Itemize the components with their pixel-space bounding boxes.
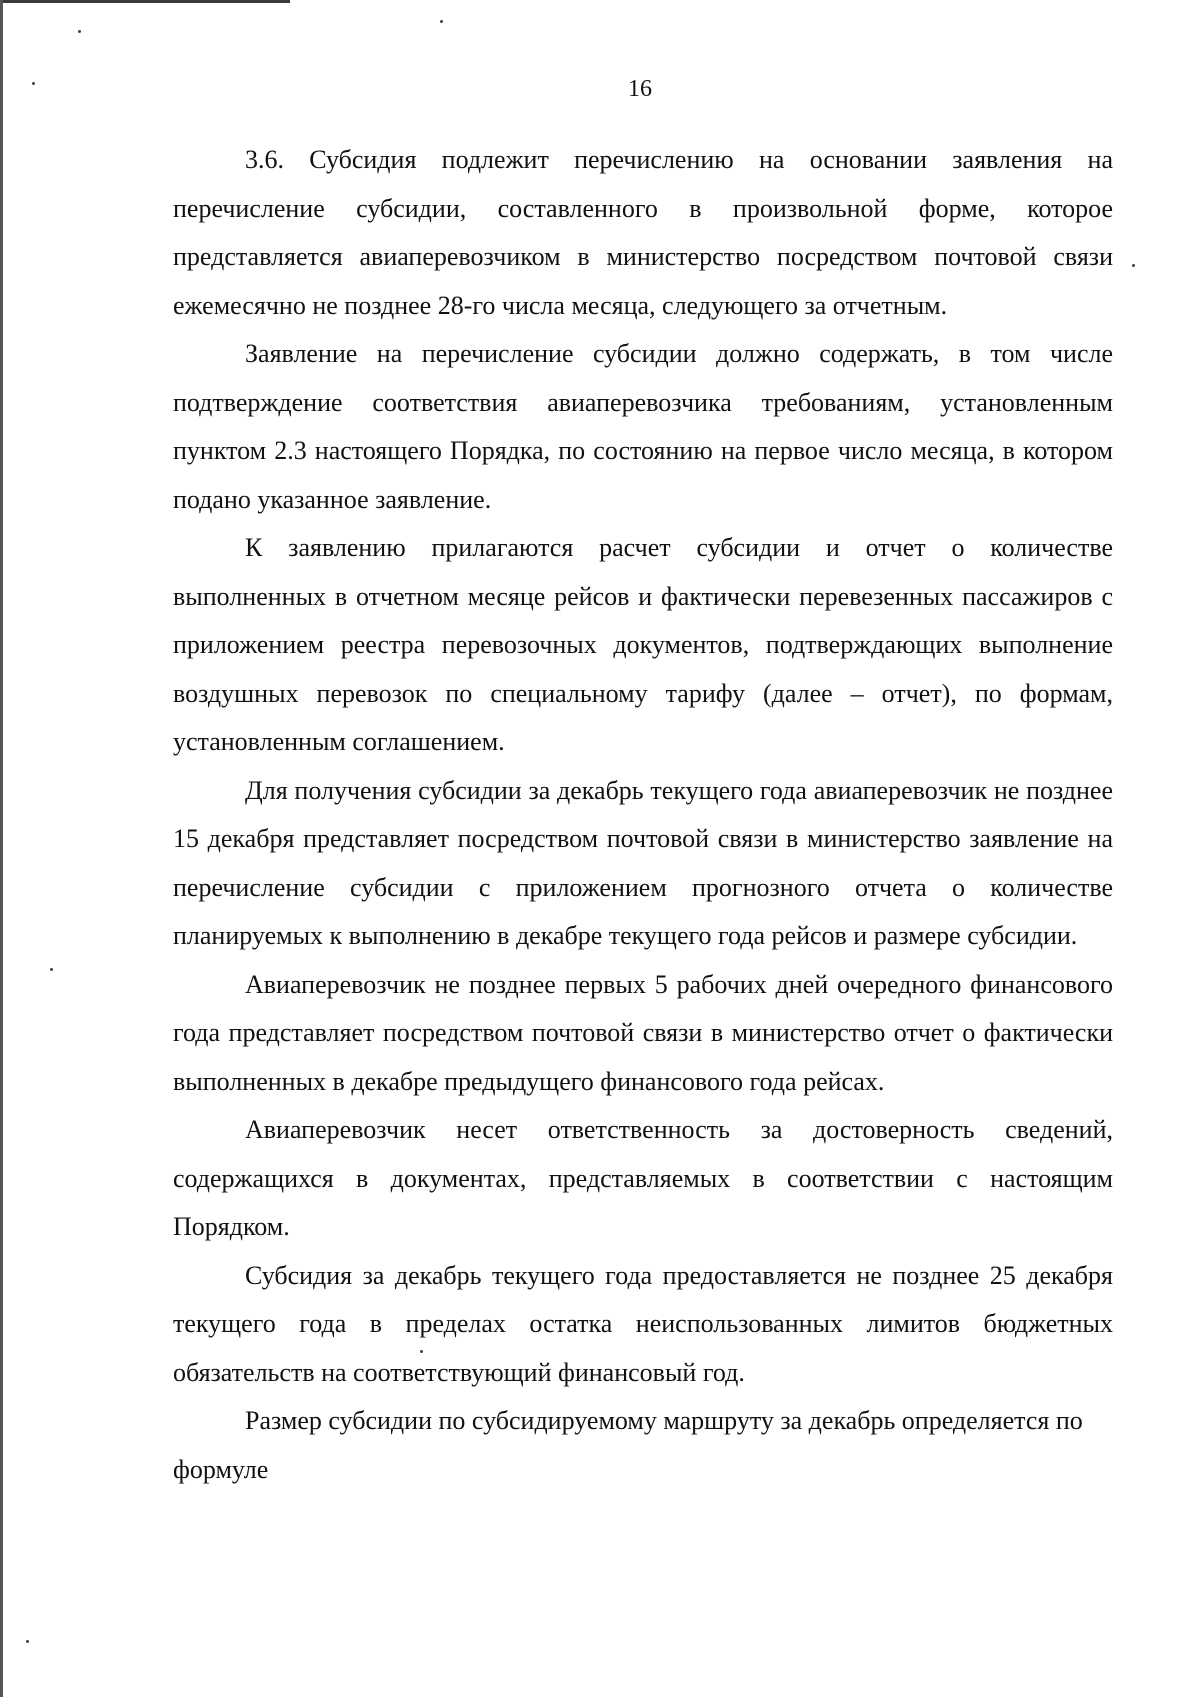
scan-speck [26,1640,29,1643]
scan-speck [1132,264,1135,267]
paragraph: 3.6. Субсидия подлежит перечислению на основании заявления на перечисление субсидии, составленного в произвольной форме, которое представляется авиаперевозчиком в министерство посредством почтовой связи ежемесячно не позднее 28-го числа месяца, следующего за отчетным. [173,145,1113,320]
paragraph: Субсидия за декабрь текущего года предоставляется не позднее 25 декабря текущего года в пределах остатка неиспользованных лимитов бюджетных обязательств на соответствующий финансовый год. [173,1260,1113,1387]
scan-speck [78,30,81,33]
paragraph: Для получения субсидии за декабрь текущего года авиаперевозчик не позднее 15 декабря представляет посредством почтовой связи в министерство заявление на перечисление субсидии с приложением прогнозного отчета о количестве планируемых к выполнению в декабре текущего года рейсов и размере субсидии. [173,775,1113,950]
paragraph: Заявление на перечисление субсидии должно содержать, в том числе подтверждение соответствия авиаперевозчика требованиям, установленным пунктом 2.3 настоящего Порядка, по состоянию на первое число месяца, в котором подано указанное заявление. [173,339,1113,514]
page-number: 16 [628,76,652,102]
scan-edge-top [0,0,290,3]
document-body [173,136,1113,1494]
scan-edge-left [0,0,3,1697]
paragraph: Размер субсидии по субсидируемому маршруту за декабрь определяется по формуле [173,1406,1083,1484]
paragraph: Авиаперевозчик несет ответственность за достоверность сведений, содержащихся в документах, представляемых в соответствии с настоящим Порядком. [173,1115,1113,1241]
paragraph: Авиаперевозчик не позднее первых 5 рабочих дней очередного финансового года представляет посредством почтовой связи в министерство отчет о фактически выполненных в декабре предыдущего финансового года рейсах. [173,969,1113,1096]
scan-speck [440,20,443,23]
paragraph: К заявлению прилагаются расчет субсидии и отчет о количестве выполненных в отчетном месяце рейсов и фактически перевезенных пассажиров с приложением реестра перевозочных документов, подтверждающих выполнение воздушных перевозок по специальному тарифу (далее – отчет), по формам, установленным соглашением. [173,533,1113,756]
scan-speck [50,968,53,971]
